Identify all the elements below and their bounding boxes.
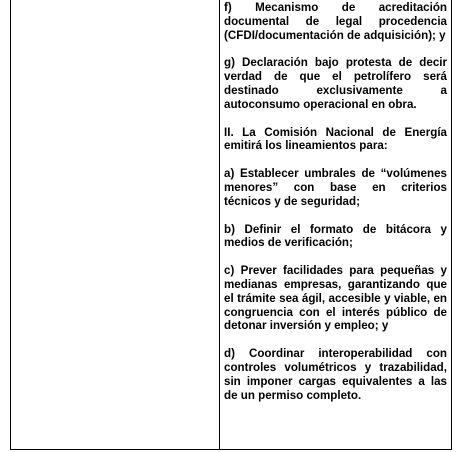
- paragraph-ii: II. La Comisión Nacional de Energía emitirá los lineamientos para:: [224, 125, 447, 153]
- paragraph-d: d) Coordinar interoperabilidad con controles volumétricos y trazabilidad, sin imponer cargas equivalentes a las de un permiso completo.: [224, 347, 447, 402]
- right-column-cell: [224, 1, 447, 402]
- paragraph-a: a) Establecer umbrales de “volúmenes menores” con base en criterios técnicos y de seguridad;: [224, 167, 447, 208]
- document-table: [10, 0, 452, 450]
- paragraph-b: b) Definir el formato de bitácora y medios de verificación;: [224, 222, 447, 250]
- paragraph-g: g) Declaración bajo protesta de decir verdad de que el petrolífero será destinado exclusivamente a autoconsumo operacional en obra.: [224, 56, 447, 111]
- column-divider: [219, 0, 220, 449]
- paragraph-c: c) Prever facilidades para pequeñas y medianas empresas, garantizando que el trámite sea ágil, accesible y viable, en congruencia con el interés público de detonar inversión y empleo; y: [224, 264, 447, 333]
- left-column-cell: [11, 0, 219, 449]
- paragraph-f: f) Mecanismo de acreditación documental de legal procedencia (CFDI/documentación de adquisición); y: [224, 1, 447, 42]
